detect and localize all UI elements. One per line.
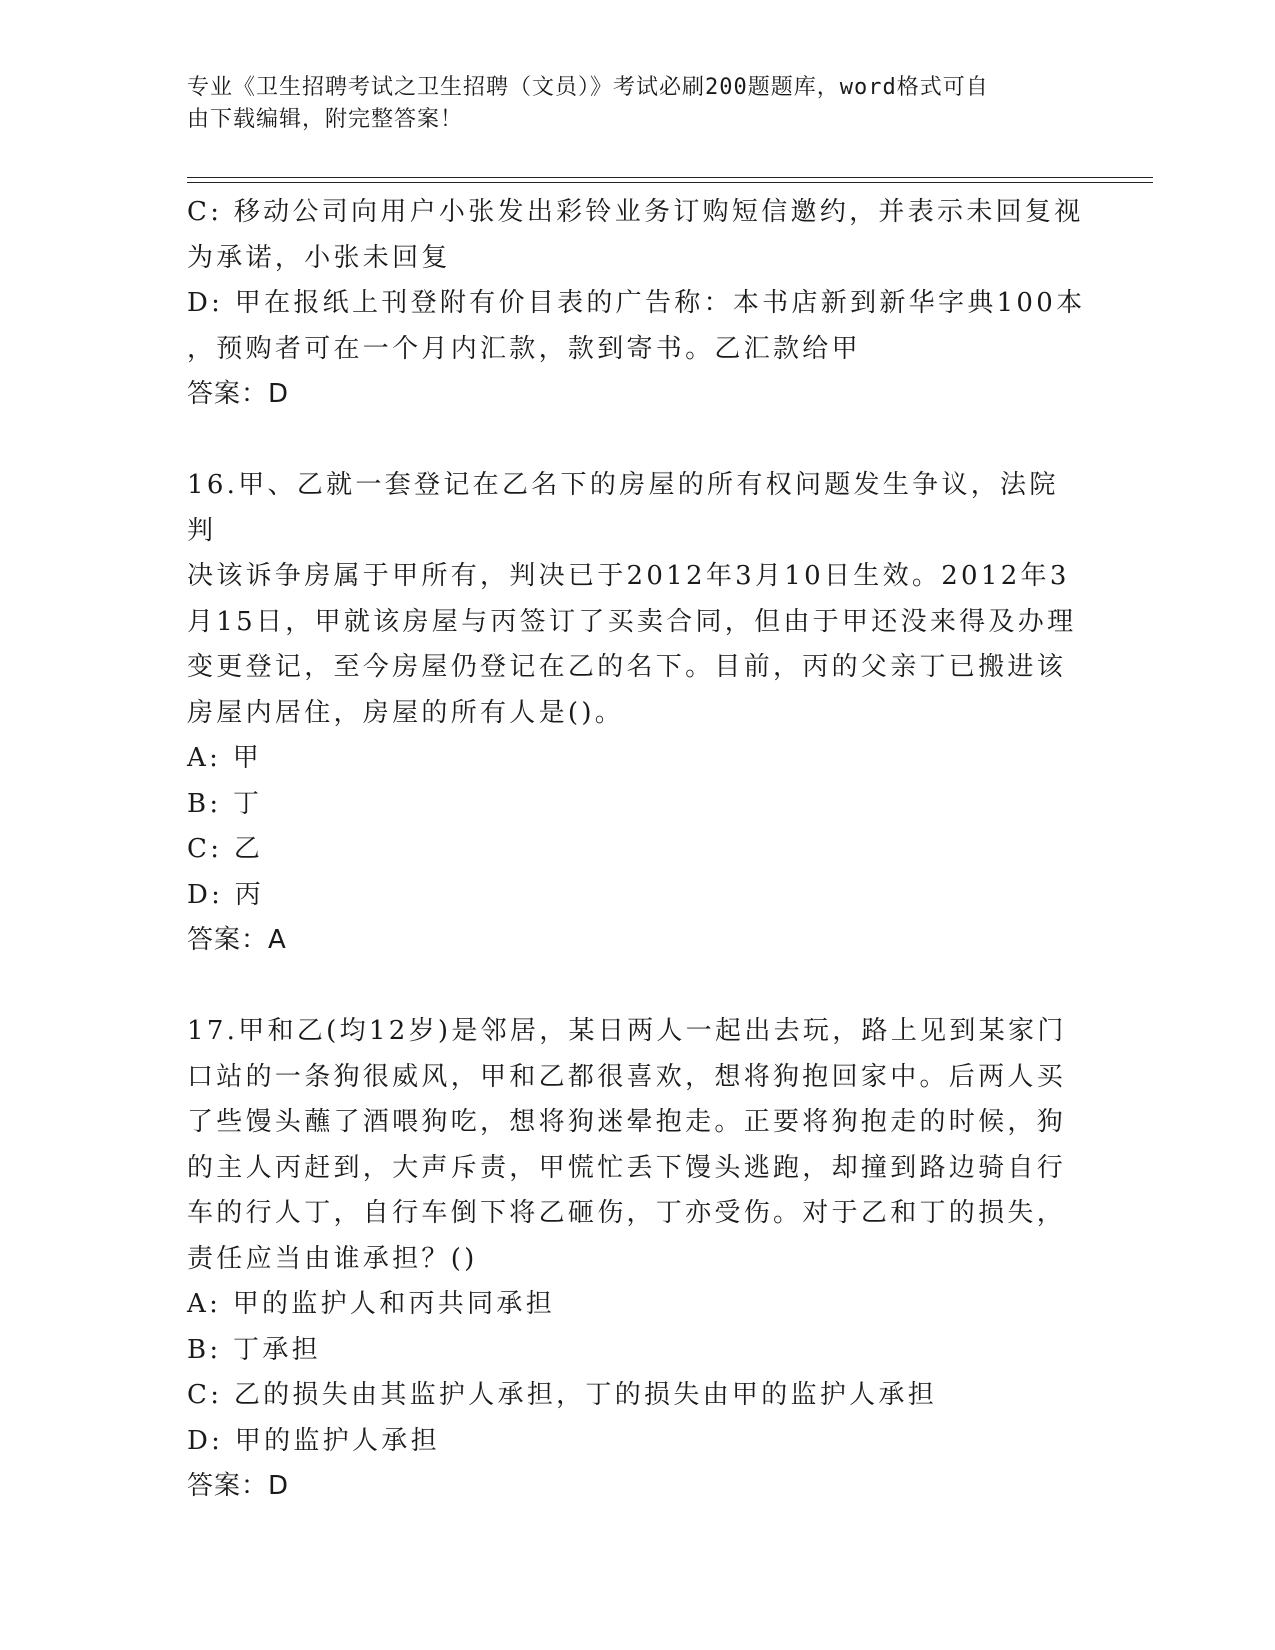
question-17-stem-line-3: 了些馒头蘸了酒喂狗吃，想将狗迷晕抱走。正要将狗抱走的时候，狗 <box>187 1107 1067 1137</box>
question-17-stem-line-6: 责任应当由谁承担？() <box>187 1243 478 1274</box>
question-16-option-d: D: 丙 <box>187 879 265 910</box>
option-c-line-2: 为承诺，小张未回复 <box>187 242 451 273</box>
question-16-option-a: A: 甲 <box>187 743 263 773</box>
document-body <box>187 190 1087 1510</box>
document-header <box>187 72 1067 136</box>
question-17-stem-line-2: 口站的一条狗很威风，甲和乙都很喜欢，想将狗抱回家中。后两人买 <box>187 1061 1067 1092</box>
option-c-line-1: C: 移动公司向用户小张发出彩铃业务订购短信邀约，并表示未回复视 <box>187 197 1084 227</box>
question-16-answer: 答案：A <box>187 925 287 955</box>
question-16 <box>187 463 1087 964</box>
question-16-option-b: B: 丁 <box>187 788 263 819</box>
question-17-stem-line-1: 17.甲和乙(均12岁)是邻居，某日两人一起出去玩，路上见到某家门 <box>187 1016 1067 1046</box>
answer-line: 答案：D <box>187 379 290 409</box>
question-17-option-d: D: 甲的监护人承担 <box>187 1425 440 1456</box>
header-divider-bottom <box>187 182 1153 183</box>
header-divider-top <box>187 177 1153 178</box>
question-16-stem-line-5: 房屋内居住，房屋的所有人是()。 <box>187 697 625 728</box>
question-17-answer: 答案：D <box>187 1471 290 1501</box>
section-spacer <box>187 964 1087 1010</box>
question-17-option-a: A: 甲的监护人和丙共同承担 <box>187 1289 556 1319</box>
question-16-stem-line-4: 变更登记，至今房屋仍登记在乙的名下。目前，丙的父亲丁已搬进该 <box>187 652 1067 682</box>
question-16-stem-line-2: 决该诉争房属于甲所有，判决已于2012年3月10日生效。2012年3 <box>187 561 1070 591</box>
question-16-option-c: C: 乙 <box>187 834 264 864</box>
question-17-stem-line-5: 车的行人丁，自行车倒下将乙砸伤，丁亦受伤。对于乙和丁的损失， <box>187 1198 1067 1228</box>
question-16-stem-line-3: 月15日，甲就该房屋与丙签订了买卖合同，但由于甲还没来得及办理 <box>187 606 1077 637</box>
question-17-stem-line-4: 的主人丙赶到，大声斥责，甲慌忙丢下馒头逃跑，却撞到路边骑自行 <box>187 1152 1067 1183</box>
question-17-option-c: C: 乙的损失由其监护人承担，丁的损失由甲的监护人承担 <box>187 1380 938 1410</box>
header-title-line-1: 专业《卫生招聘考试之卫生招聘（文员）》考试必刷200题题库，word格式可自 <box>187 75 989 100</box>
question-16-stem-line-1: 16.甲、乙就一套登记在乙名下的房屋的所有权问题发生争议，法院判 <box>187 470 1059 546</box>
section-spacer <box>187 418 1087 464</box>
previous-question-tail <box>187 190 1087 418</box>
option-d-line-1: D: 甲在报纸上刊登附有价目表的广告称：本书店新到新华字典100本 <box>187 288 1086 318</box>
option-d-line-2: ，预购者可在一个月内汇款，款到寄书。乙汇款给甲 <box>187 333 861 364</box>
header-title-line-2: 由下载编辑，附完整答案！ <box>187 107 464 132</box>
question-17-option-b: B: 丁承担 <box>187 1334 321 1365</box>
question-17 <box>187 1009 1087 1510</box>
